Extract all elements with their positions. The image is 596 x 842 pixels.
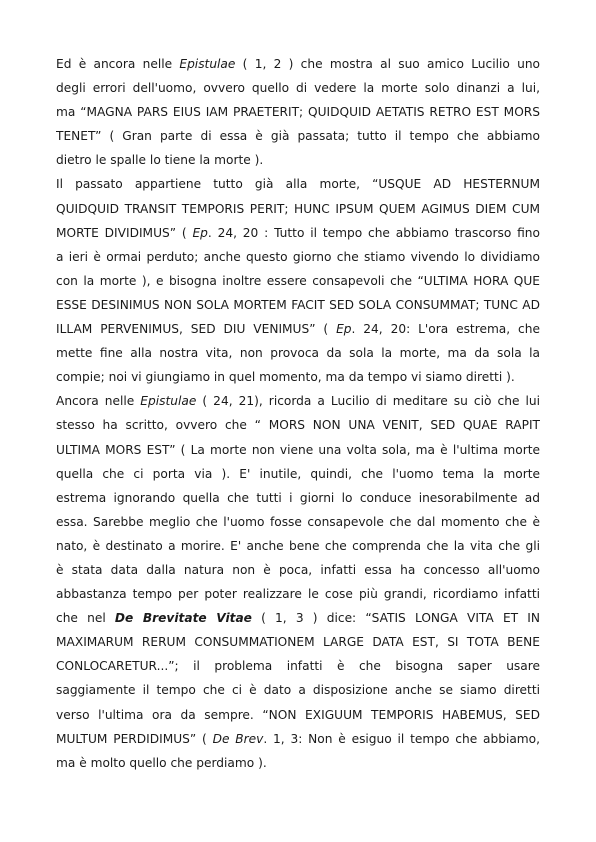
text-line	[56, 124, 540, 148]
text-segment: stesso ha scritto, ovvero che “ MORS NON UNA VENIT, SED QUAE RAPIT	[56, 418, 540, 433]
text-segment: verso l'ultima ora da sempre. “NON EXIGUUM TEMPORIS HABEMUS, SED	[56, 707, 540, 722]
text-segment: MAXIMARUM RERUM CONSUMMATIONEM LARGE DATA EST, SI TOTA BENE	[56, 635, 540, 650]
text-segment: MULTUM PERDIDIMUS” (	[56, 731, 213, 746]
text-line	[56, 76, 540, 100]
text-line	[56, 703, 540, 727]
text-line	[56, 534, 540, 558]
text-segment: nato, è destinato a morire. E' anche bene che comprenda che la vita che gli	[56, 538, 540, 553]
text-segment: CONLOCARETUR...”; il problema infatti è che bisogna saper usare	[56, 659, 540, 674]
text-segment: mette fine alla nostra vita, non provoca da sola la morte, ma da sola la	[56, 346, 540, 361]
text-segment: che nel	[56, 611, 115, 626]
text-segment: degli errori dell'uomo, ovvero quello di vedere la morte solo dinanzi a lui,	[56, 81, 540, 96]
text-segment: ILLAM PERVENIMUS, SED DIU VENIMUS” (	[56, 322, 337, 337]
text-line	[56, 558, 540, 582]
text-segment: ( 1, 2 ) che mostra al suo amico Lucilio uno	[235, 57, 540, 71]
text-line	[56, 221, 540, 245]
text-line	[56, 486, 540, 510]
text-segment: ( 24, 21), ricorda a Lucilio di meditare su ciò che lui	[196, 394, 540, 409]
text-segment: . 24, 20: L'ora estrema, che	[351, 322, 540, 337]
citation-title: Epistulae	[140, 394, 197, 409]
text-line	[56, 293, 540, 317]
text-segment: essa. Sarebbe meglio che l'uomo fosse consapevole che dal momento che è	[56, 514, 540, 529]
citation-title: De Brev	[212, 731, 264, 746]
text-line	[56, 148, 540, 172]
text-segment: estrema ignorando quella che tutti i giorni lo conduce inesorabilmente ad	[56, 490, 540, 505]
citation-title: Ep	[192, 225, 208, 240]
text-line	[56, 197, 540, 221]
text-line	[56, 582, 540, 606]
text-line	[56, 606, 540, 630]
text-line	[56, 100, 540, 124]
text-line	[56, 365, 540, 389]
citation-title: Epistulae	[179, 57, 236, 71]
text-segment: ESSE DESINIMUS NON SOLA MORTEM FACIT SED SOLA CONSUMMAT; TUNC AD	[56, 297, 540, 312]
text-segment: Ancora nelle	[56, 394, 141, 409]
text-line	[56, 317, 540, 341]
text-line	[56, 678, 540, 702]
text-segment: TENET” ( Gran parte di essa è già passata; tutto il tempo che abbiamo	[56, 129, 540, 144]
text-line	[56, 510, 540, 534]
text-segment: . 24, 20 : Tutto il tempo che abbiamo trascorso fino	[207, 225, 540, 240]
text-segment: ( 1, 3 ) dice: “SATIS LONGA VITA ET IN	[251, 611, 540, 626]
text-segment: Ed è ancora nelle	[56, 57, 180, 71]
text-line	[56, 172, 540, 196]
text-segment: saggiamente il tempo che ci è dato a disposizione anche se siamo diretti	[56, 683, 540, 698]
text-line	[56, 52, 540, 76]
text-segment: MORTE DIVIDIMUS” (	[56, 225, 193, 240]
citation-title: De Brevitate Vitae	[114, 611, 252, 626]
text-segment: ULTIMA MORS EST” ( La morte non viene una volta sola, ma è l'ultima morte	[56, 442, 540, 457]
document-body	[56, 52, 540, 775]
text-line	[56, 269, 540, 293]
text-line	[56, 413, 540, 437]
text-line	[56, 438, 540, 462]
text-segment: QUIDQUID TRANSIT TEMPORIS PERIT; HUNC IPSUM QUEM AGIMUS DIEM CUM	[56, 201, 540, 216]
text-line	[56, 630, 540, 654]
text-segment: a ieri è ormai perduto; anche questo giorno che stiamo vivendo lo dividiamo	[56, 249, 540, 264]
text-line	[56, 341, 540, 365]
text-segment: quella che ci porta via ). E' inutile, quindi, che l'uomo tema la morte	[56, 466, 540, 481]
text-segment: . 1, 3: Non è esiguo il tempo che abbiamo,	[263, 731, 540, 746]
text-line	[56, 389, 540, 413]
text-segment: è stata data dalla natura non è poca, infatti essa ha concesso all'uomo	[56, 562, 540, 577]
text-segment: ma è molto quello che perdiamo ).	[56, 755, 267, 770]
text-segment: dietro le spalle lo tiene la morte ).	[56, 153, 264, 168]
text-line	[56, 727, 540, 751]
text-segment: abbastanza tempo per poter realizzare le cose più grandi, ricordiamo infatti	[56, 587, 540, 602]
text-segment: compie; noi vi giungiamo in quel momento, ma da tempo vi siamo diretti ).	[56, 370, 515, 385]
text-segment: ma “MAGNA PARS EIUS IAM PRAETERIT; QUIDQUID AETATIS RETRO EST MORS	[56, 105, 540, 120]
text-line	[56, 751, 540, 775]
text-line	[56, 462, 540, 486]
citation-title: Ep	[336, 322, 352, 337]
text-line	[56, 654, 540, 678]
text-segment: Il passato appartiene tutto già alla morte, “USQUE AD HESTERNUM	[56, 177, 540, 192]
text-segment: con la morte ), e bisogna inoltre essere consapevoli che “ULTIMA HORA QUE	[56, 273, 540, 288]
text-line	[56, 245, 540, 269]
